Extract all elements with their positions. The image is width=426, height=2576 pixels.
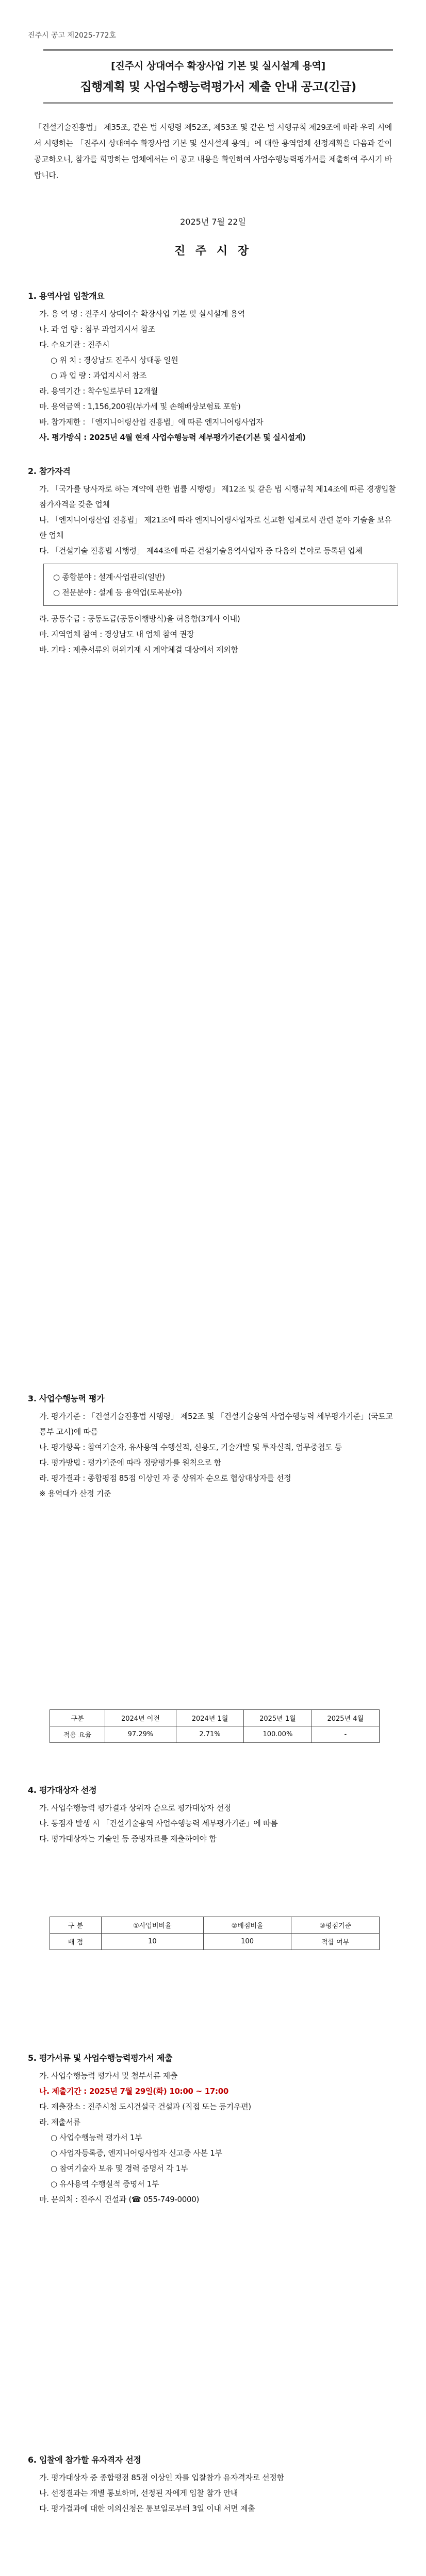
table-cell: 2.71% [176,1726,243,1743]
table-header: ①사업비비율 [102,1917,204,1934]
table-header: 2024년 1월 [176,1710,243,1726]
section-submission [28,2050,398,2207]
table-header: 구분 [50,1710,105,1726]
table-header: 2024년 이전 [105,1710,176,1726]
table-cell: 배 점 [50,1934,102,1950]
list-item: 마. 문의처 : 진주시 건설과 (☎ 055-749-0000) [39,2195,200,2204]
list-item: ○ 종합분야 : 설계·사업관리(일반) [53,572,165,582]
list-item: 라. 제출서류 [39,2117,80,2127]
notice-subtitle: [진주시 상대여수 확장사업 기본 및 실시설계 용역] [111,60,325,72]
list-item: 바. 기타 : 제출서류의 허위기재 시 계약체결 대상에서 제외함 [39,645,238,654]
intro-paragraph: 「건설기술진흥법」 제35조, 같은 법 시행령 제52조, 제53조 및 같은 법 시행규칙 제29조에 따라 우리 시에서 시행하는 「진주시 상대여수 확장사업 기본 및 실시설계 용역」에 대한 용역업체 선정계획을 다음과 같이 공고하오니, 참가를 희망하는 업체에서는 이 공고 내용을 확인하여 사업수행능력평가서를 제출하여 주시기 바랍니다. [34,123,392,180]
table-header: ②배점비율 [203,1917,291,1934]
list-item: 가. 용 역 명 : 진주시 상대여수 확장사업 기본 및 실시설계 용역 [39,309,245,318]
table-header: 2025년 4월 [312,1710,379,1726]
list-item: 가. 평가대상자 중 종합평점 85점 이상인 자를 입찰참가 유자격자로 선정함 [39,2473,284,2482]
section-selection [28,1783,398,1846]
list-item: ○ 참여기술자 보유 및 경력 증명서 각 1부 [51,2164,188,2173]
list-item: ○ 전문분야 : 설계 등 용역업(토목분야) [53,588,182,597]
rates-table [50,1709,380,1743]
table-row [50,1726,380,1743]
section-heading: 6. 입찰에 참가할 유자격자 선정 [28,2455,141,2465]
section-heading: 5. 평가서류 및 사업수행능력평가서 제출 [28,2053,173,2063]
list-item: 가. 사업수행능력 평가서 및 첨부서류 제출 [39,2071,178,2080]
rates-caption: ※ 용역대가 산정 기준 [39,1489,111,1498]
list-item: ○ 사업자등록증, 엔지니어링사업자 신고증 사본 1부 [51,2148,222,2158]
list-item: 라. 평가결과 : 종합평점 85점 이상인 자 중 상위자 순으로 협상대상자를 선정 [39,1473,291,1483]
table-cell: 97.29% [105,1726,176,1743]
eligibility-box [43,564,398,606]
table-row [50,1934,380,1950]
table-cell: 100 [203,1934,291,1950]
list-item: 다. 평가방법 : 평가기준에 따라 정량평가를 원칙으로 함 [39,1458,221,1467]
table-cell: 10 [102,1934,204,1950]
scoring-table [50,1917,380,1950]
list-item: 마. 지역업체 참여 : 경상남도 내 업체 참여 권장 [39,630,194,639]
list-item: ○ 사업수행능력 평가서 1부 [51,2133,142,2142]
table-header: ③평점기준 [291,1917,380,1934]
list-item: 다. 수요기관 : 진주시 [39,340,110,349]
list-item: 다. 평가대상자는 기술인 등 증빙자료를 제출하여야 함 [39,1834,217,1843]
table-header: 구 분 [50,1917,102,1934]
section-qualified [28,2452,398,2516]
section-eligibility [28,464,398,657]
table-header: 2025년 1월 [244,1710,312,1726]
section-evaluation [28,1391,398,1501]
list-item: 사. 평가방식 : 2025년 4월 현재 사업수행능력 세부평가기준(기본 및 실시설계) [39,433,306,442]
list-item: 나. 「엔지니어링산업 진흥법」 제21조에 따라 엔지니어링사업자로 신고한 업체로서 관련 분야 기술을 보유한 업체 [39,515,392,540]
notice-date: 2025년 7월 22일 [180,217,246,227]
list-item: 바. 참가제한 : 「엔지니어링산업 진흥법」에 따른 엔지니어링사업자 [39,417,264,427]
section-heading: 3. 사업수행능력 평가 [28,1394,105,1403]
section-heading: 1. 용역사업 입찰개요 [28,291,105,301]
notice-title: 집행계획 및 사업수행능력평가서 제출 안내 공고(긴급) [80,80,356,94]
title-box [43,49,393,104]
list-item: 라. 공동수급 : 공동도급(공동이행방식)을 허용함(3개사 이내) [39,614,240,623]
list-item: 나. 과 업 량 : 첨부 과업지시서 참조 [39,325,155,334]
table-cell: 적합 여부 [291,1934,380,1950]
list-item: 라. 용역기간 : 착수일로부터 12개월 [39,386,158,396]
table-cell: - [312,1726,379,1743]
section-heading: 2. 참가자격 [28,466,71,476]
list-item: ○ 유사용역 수행실적 증명서 1부 [51,2179,159,2189]
list-item: 나. 선정결과는 개별 통보하며, 선정된 자에게 입찰 참가 안내 [39,2488,238,2498]
list-item: 가. 평가기준 : 「건설기술진흥법 시행령」 제52조 및 「건설기술용역 사업수행능력 세부평가기준」(국토교통부 고시)에 따름 [39,1412,393,1436]
notice-issuer: 진 주 시 장 [174,245,252,258]
section-heading: 4. 평가대상자 선정 [28,1785,97,1795]
table-cell: 적용 요율 [50,1726,105,1743]
list-item: 다. 「건설기술 진흥법 시행령」 제44조에 따른 건설기술용역사업자 중 다음의 분야로 등록된 업체 [39,546,363,555]
list-item: 가. 「국가를 당사자로 하는 계약에 관한 법률 시행령」 제12조 및 같은 법 시행규칙 제14조에 따른 경쟁입찰 참가자격을 갖춘 업체 [39,484,396,509]
table-cell: 100.00% [244,1726,312,1743]
list-item: 다. 평가결과에 대한 이의신청은 통보일로부터 3일 이내 서면 제출 [39,2504,255,2513]
list-item: 가. 사업수행능력 평가결과 상위자 순으로 평가대상자 선정 [39,1803,231,1812]
list-item: ○ 위 치 : 경상남도 진주시 상대동 일원 [51,355,178,365]
list-item: 나. 제출기간 : 2025년 7월 29일(화) 10:00 ~ 17:00 [39,2087,229,2096]
section-overview [28,289,398,445]
list-item: ○ 과 업 량 : 과업지시서 참조 [51,371,147,380]
list-item: 마. 용역금액 : 1,156,200원(부가세 및 손해배상보험료 포함) [39,402,241,411]
list-item: 다. 제출장소 : 진주시청 도시건설국 건설과 (직접 또는 등기우편) [39,2102,251,2111]
list-item: 나. 동점자 발생 시 「건설기술용역 사업수행능력 세부평가기준」에 따름 [39,1819,278,1828]
notice-number: 진주시 공고 제2025-772호 [28,31,116,40]
list-item: 나. 평가항목 : 참여기술자, 유사용역 수행실적, 신용도, 기술개발 및 투자실적, 업무중첩도 등 [39,1443,342,1452]
